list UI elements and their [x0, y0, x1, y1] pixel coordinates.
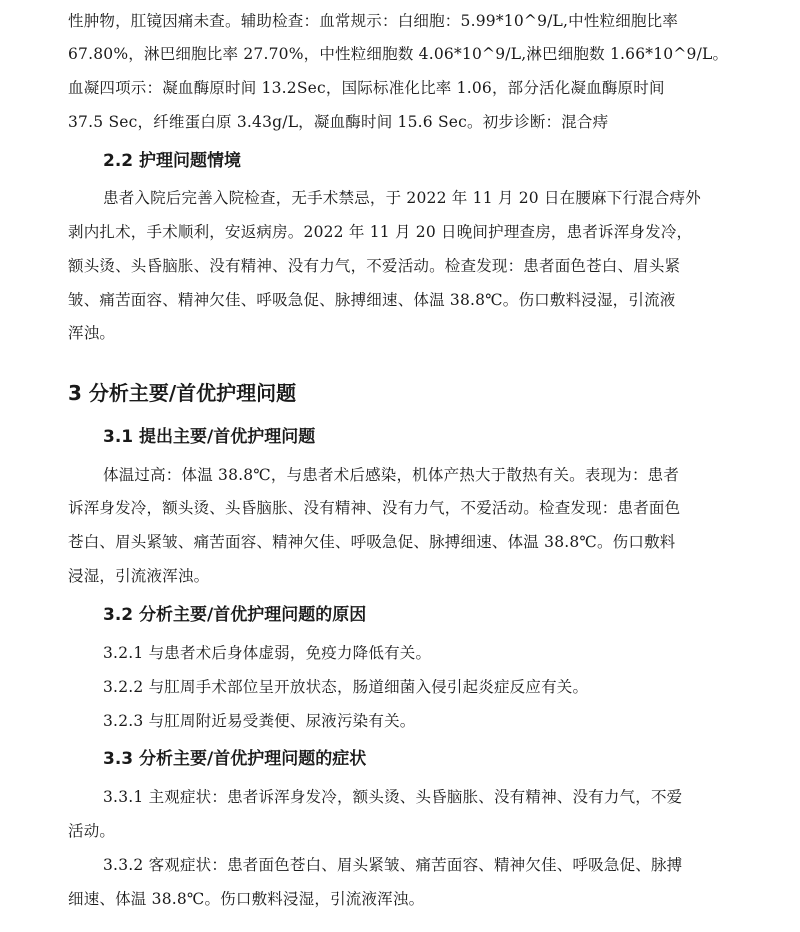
section-heading-3-2: 3.2 分析主要/首优护理问题的原因 — [103, 605, 367, 625]
paragraph-line: 血凝四项示：凝血酶原时间 13.2Sec，国际标准化比率 1.06，部分活化凝血酶原时间 — [68, 79, 665, 97]
paragraph-line: 剥内扎术，手术顺利，安返病房。2022 年 11 月 20 日晚间护理查房，患者诉浑身发冷， — [68, 223, 693, 241]
paragraph-line: 3.3.1 主观症状：患者诉浑身发冷，额头烫、头昏脑胀、没有精神、没有力气，不爱 — [103, 788, 683, 806]
paragraph-line: 浑浊。 — [68, 324, 116, 342]
paragraph-line: 37.5 Sec，纤维蛋白原 3.43g/L，凝血酶时间 15.6 Sec。初步诊断：混合痔 — [68, 113, 609, 131]
paragraph-line: 浸湿，引流液浑浊。 — [68, 567, 210, 585]
paragraph-line: 患者入院后完善入院检查，无手术禁忌，于 2022 年 11 月 20 日在腰麻下行混合痔外 — [103, 189, 701, 207]
section-heading-3-3: 3.3 分析主要/首优护理问题的症状 — [103, 749, 367, 769]
paragraph-line: 性肿物，肛镜因痛未查。辅助检查：血常规示：白细胞：5.99*10^9/L,中性粒细胞比率 — [68, 12, 679, 30]
paragraph-line: 67.80%，淋巴细胞比率 27.70%，中性粒细胞数 4.06*10^9/L,淋巴细胞数 1.66*10^9/L。 — [68, 45, 729, 63]
section-heading-2-2: 2.2 护理问题情境 — [103, 151, 242, 171]
chapter-heading-3: 3 分析主要/首优护理问题 — [68, 381, 297, 405]
list-item: 3.2.1 与患者术后身体虚弱，免疫力降低有关。 — [103, 644, 432, 662]
paragraph-line: 额头烫、头昏脑胀、没有精神、没有力气，不爱活动。检查发现：患者面色苍白、眉头紧 — [68, 257, 681, 275]
section-heading-3-1: 3.1 提出主要/首优护理问题 — [103, 427, 316, 447]
paragraph-line: 诉浑身发冷，额头烫、头昏脑胀、没有精神、没有力气，不爱活动。检查发现：患者面色 — [68, 499, 681, 517]
paragraph-line: 活动。 — [68, 822, 116, 840]
list-item: 3.2.2 与肛周手术部位呈开放状态，肠道细菌入侵引起炎症反应有关。 — [103, 678, 589, 696]
paragraph-line: 体温过高：体温 38.8℃，与患者术后感染，机体产热大于散热有关。表现为：患者 — [103, 466, 680, 484]
paragraph-line: 3.3.2 客观症状：患者面色苍白、眉头紧皱、痛苦面容、精神欠佳、呼吸急促、脉搏 — [103, 856, 683, 874]
paragraph-line: 苍白、眉头紧皱、痛苦面容、精神欠佳、呼吸急促、脉搏细速、体温 38.8℃。伤口敷料 — [68, 533, 676, 551]
paragraph-line: 皱、痛苦面容、精神欠佳、呼吸急促、脉搏细速、体温 38.8℃。伤口敷料浸湿，引流液 — [68, 291, 676, 309]
paragraph-line: 细速、体温 38.8℃。伤口敷料浸湿，引流液浑浊。 — [68, 890, 425, 908]
list-item: 3.2.3 与肛周附近易受粪便、尿液污染有关。 — [103, 712, 416, 730]
